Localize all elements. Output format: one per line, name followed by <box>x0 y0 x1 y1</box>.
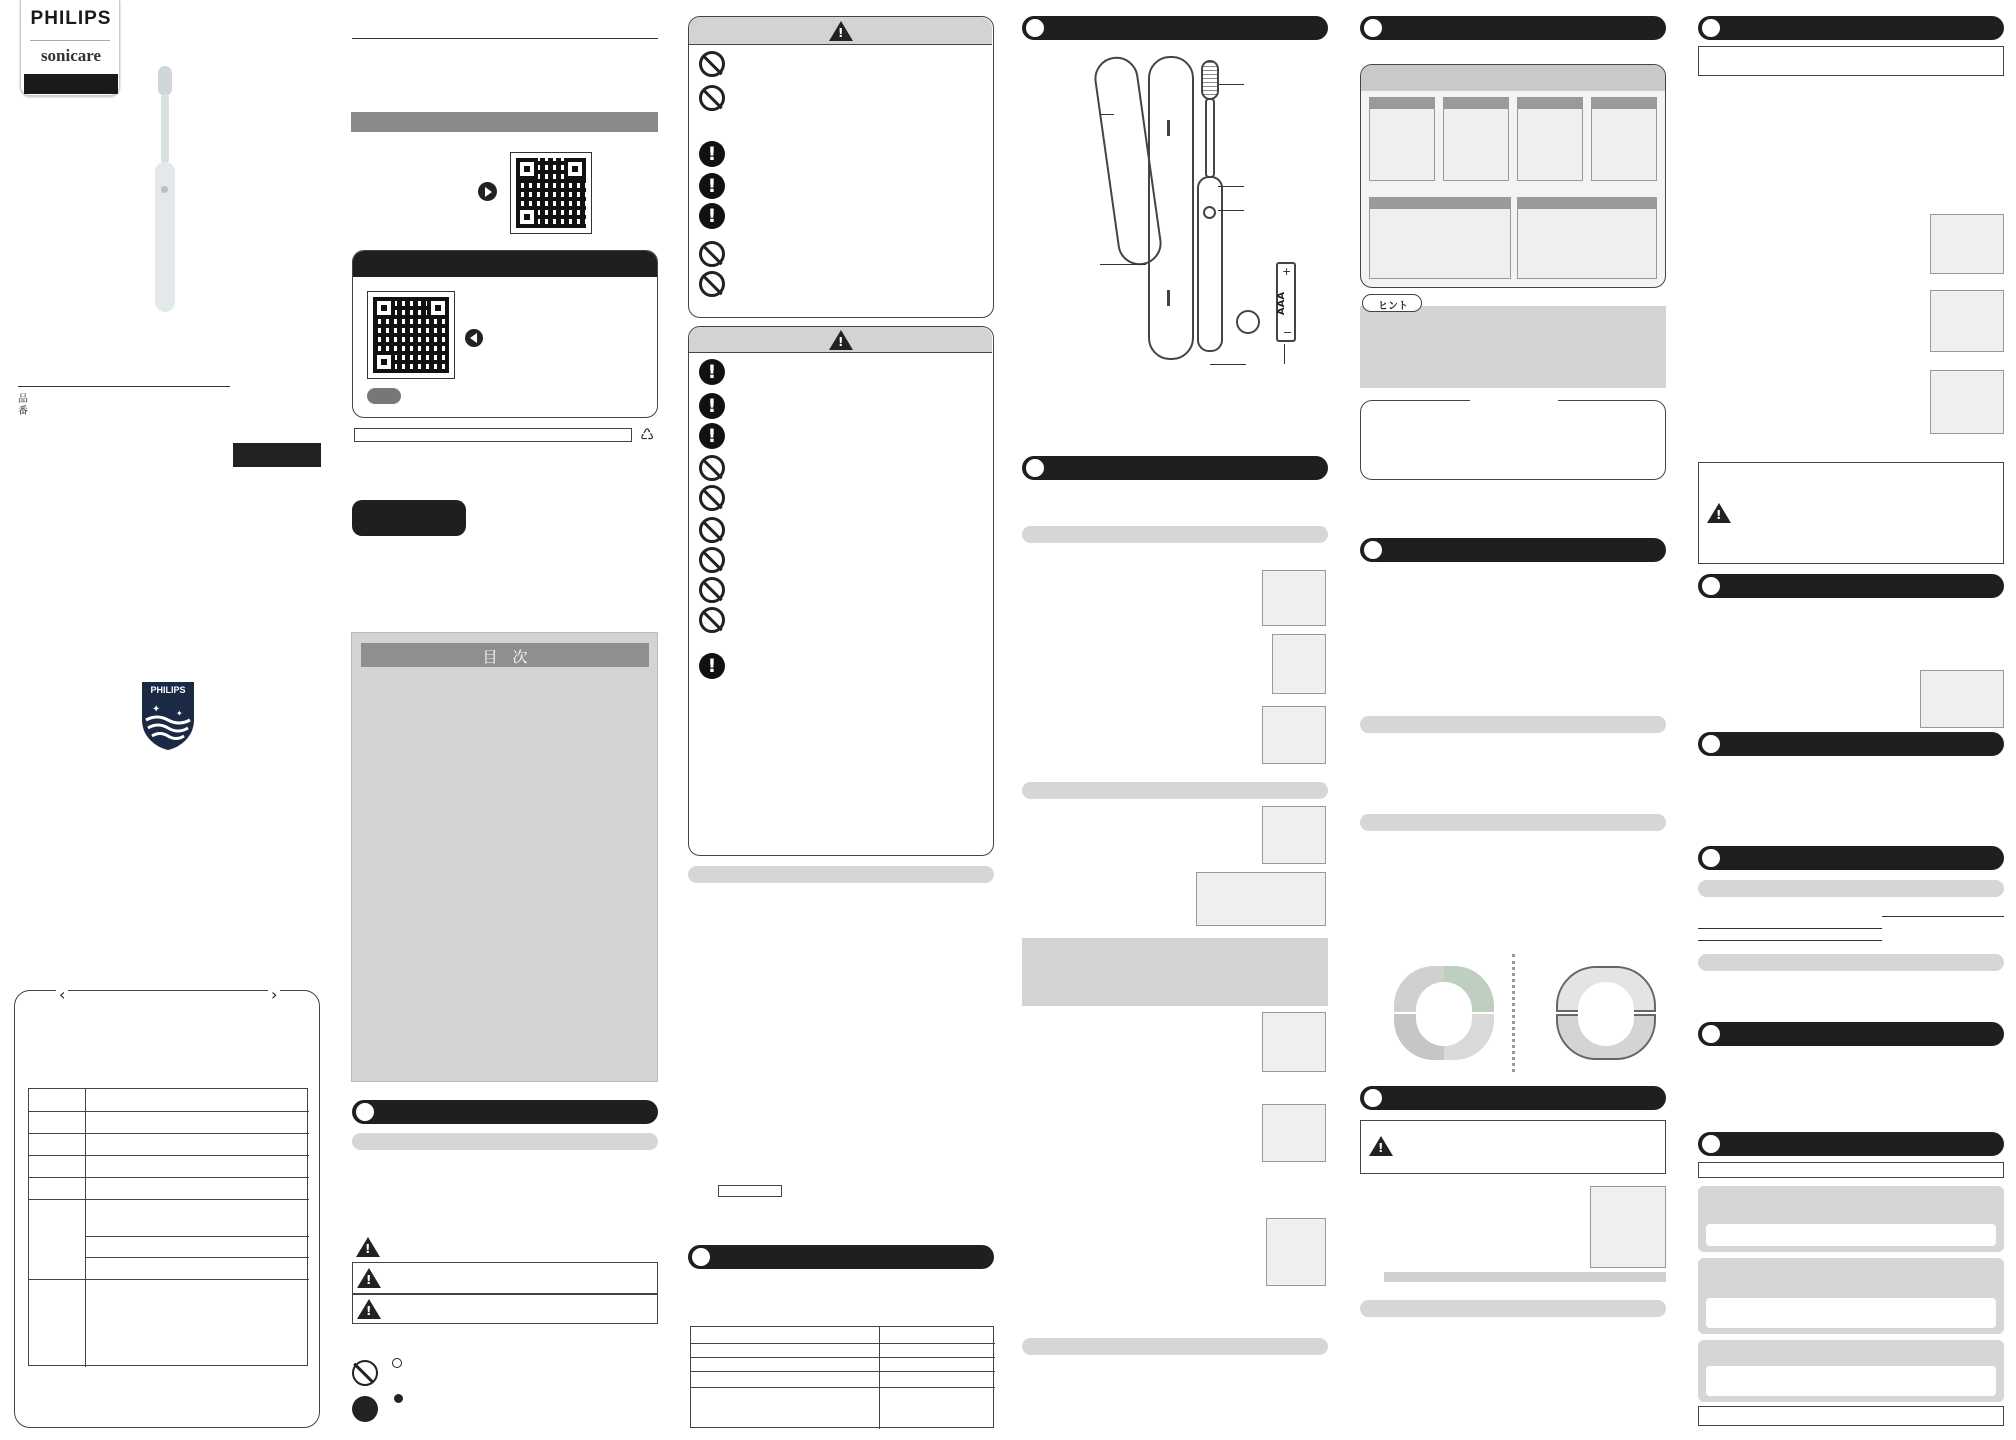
battery-minus: − <box>1283 326 1293 339</box>
technique-step-5 <box>1369 197 1511 279</box>
prohibited-icon <box>699 485 725 511</box>
battery-open-illustration <box>1920 670 2004 728</box>
callout-lid <box>1100 114 1114 115</box>
battery-cap-icon <box>1236 310 1260 334</box>
remove-head-illustration <box>1262 706 1326 764</box>
callout-shaft <box>1218 186 1244 187</box>
mandatory-action-icon: ! <box>699 393 725 419</box>
section-header-faq <box>1698 846 2004 870</box>
warning-triangle-icon <box>357 1268 381 1288</box>
app-qr-panel <box>352 250 658 418</box>
svg-text:✦: ✦ <box>152 704 161 715</box>
recycle-note-box <box>354 428 632 442</box>
replace-step-2-illustration <box>1930 290 2004 352</box>
section-header-parts <box>1022 16 1328 40</box>
dark-badge <box>352 500 466 536</box>
outline-box <box>1698 1162 2004 1178</box>
brush-handle <box>155 162 175 312</box>
contact-panel-1 <box>1698 1186 2004 1252</box>
brush-gums-illustration <box>1266 1218 1326 1286</box>
quadrant-diagram-upper <box>1386 958 1502 1074</box>
contact-panel-2 <box>1698 1258 2004 1334</box>
callout-head <box>1218 84 1244 85</box>
gray-note-box <box>1022 938 1328 1006</box>
spec-row <box>29 1111 309 1112</box>
prohibited-icon <box>699 517 725 543</box>
cleaning-illustration <box>1590 1186 1666 1268</box>
title-rule <box>352 38 658 39</box>
outline-box <box>1698 1406 2004 1426</box>
hint-badge <box>1362 294 1422 312</box>
check-alignment-illustration <box>1272 634 1326 694</box>
gray-banner <box>351 112 658 132</box>
technique-panel-header <box>1361 65 1666 91</box>
shield-text: PHILIPS <box>150 685 186 695</box>
prohibited-icon <box>699 607 725 633</box>
spec-table-2 <box>690 1326 994 1428</box>
prohibited-icon <box>699 455 725 481</box>
replace-step-3-illustration <box>1930 370 2004 434</box>
qr-code-video[interactable] <box>510 152 592 234</box>
chevron-right-icon[interactable]: › <box>268 985 280 1004</box>
spec-row <box>691 1371 995 1372</box>
rinse-illustration <box>1262 806 1326 864</box>
subsection-bar <box>1360 814 1666 831</box>
callout-case <box>1100 264 1146 265</box>
recycle-icon: ♺ <box>640 425 655 444</box>
warning-triangle-icon <box>829 21 853 41</box>
spec-row <box>691 1387 995 1388</box>
svg-text:✦: ✦ <box>176 709 183 718</box>
warning-triangle-icon <box>829 330 853 350</box>
section-header-disposal <box>1698 1022 2004 1046</box>
dotted-divider <box>1512 954 1515 1072</box>
subsection-bar <box>1022 782 1328 799</box>
danger-panel <box>688 16 994 318</box>
warning-triangle-icon <box>1707 503 1731 523</box>
underline-rule <box>1882 916 2004 917</box>
case-slot <box>1167 290 1170 306</box>
section-header-timer <box>1360 538 1666 562</box>
subsection-bar <box>1360 1300 1666 1317</box>
app-qr-panel-header <box>353 251 658 277</box>
technique-panel <box>1360 64 1666 288</box>
brush-head-diagram <box>1201 60 1219 100</box>
subsection-bar <box>688 866 994 883</box>
section-header-replace <box>1698 16 2004 40</box>
brush-handle-diagram <box>1197 176 1223 352</box>
callout-battery <box>1284 344 1285 364</box>
product-line: sonicare <box>40 46 102 65</box>
no-disassemble-icon <box>352 1360 378 1386</box>
technique-step-1 <box>1369 97 1435 181</box>
qr-code-app[interactable] <box>367 291 455 379</box>
subsection-bar <box>1360 716 1666 733</box>
prohibited-icon <box>699 271 725 297</box>
callout-cap <box>1210 364 1246 365</box>
prohibited-icon <box>699 241 725 267</box>
brush-neck <box>161 94 169 164</box>
warning-triangle-icon <box>357 1299 381 1319</box>
section-header-usage <box>1022 456 1328 480</box>
spec-row <box>691 1343 995 1344</box>
prohibited-icon <box>699 547 725 573</box>
toothbrush-photo <box>150 66 180 316</box>
technique-step-4 <box>1591 97 1657 181</box>
travel-case-base <box>1148 56 1194 360</box>
unplug-icon <box>352 1396 378 1422</box>
technique-step-6 <box>1517 197 1657 279</box>
prohibited-icon <box>699 577 725 603</box>
mandatory-action-icon <box>394 1394 403 1403</box>
philips-shield-logo <box>140 680 196 750</box>
replace-step-1-illustration <box>1930 214 2004 274</box>
technique-step-3 <box>1517 97 1583 181</box>
model-box <box>233 443 321 467</box>
hint-label: ヒント <box>1378 301 1408 312</box>
brush-shaft-diagram <box>1205 98 1215 178</box>
mandatory-action-icon: ! <box>699 203 725 229</box>
subsection-bar <box>1698 880 2004 897</box>
spec-row <box>29 1177 309 1178</box>
technique-step-2 <box>1443 97 1509 181</box>
spec-row <box>29 1133 309 1134</box>
warning-legend-box <box>352 1262 658 1324</box>
callout-button <box>1218 210 1244 211</box>
spec-row <box>691 1357 995 1358</box>
model-black-bar <box>24 74 118 94</box>
outline-box <box>1698 46 2004 76</box>
back-arrow-icon[interactable] <box>465 329 483 347</box>
warning-note-box <box>1698 462 2004 564</box>
prohibited-icon <box>699 85 725 111</box>
brush-head <box>158 66 172 96</box>
apply-toothpaste-illustration <box>1196 872 1326 926</box>
section-header-technique <box>1360 16 1666 40</box>
mandatory-action-icon: ! <box>699 359 725 385</box>
toc-panel <box>351 632 658 1082</box>
chevron-left-icon[interactable]: ‹ <box>56 985 68 1004</box>
mandatory-action-icon: ! <box>699 141 725 167</box>
mandatory-action-icon: ! <box>699 173 725 199</box>
toc-title: 目 次 <box>482 648 528 666</box>
underline-rule <box>1698 928 1882 929</box>
section-header-warranty <box>1698 1132 2004 1156</box>
subsection-bar <box>1022 526 1328 543</box>
battery-plus: + <box>1282 265 1292 278</box>
aaa-battery <box>1276 262 1296 342</box>
section-header-care <box>1360 1086 1666 1110</box>
no-disassemble-icon <box>699 51 725 77</box>
subsection-bar <box>1022 1338 1328 1355</box>
battery-label: AAA <box>1276 291 1288 316</box>
brand-divider <box>30 40 110 41</box>
section-header-battery <box>1698 574 2004 598</box>
mandatory-action-icon: ! <box>699 423 725 449</box>
spec-row <box>29 1199 309 1200</box>
quadrant-diagram-lower <box>1548 958 1664 1074</box>
power-button-icon <box>1203 206 1216 219</box>
play-icon[interactable] <box>478 182 497 201</box>
caution-panel <box>688 326 994 856</box>
warning-triangle-icon <box>356 1237 380 1257</box>
brand-name: PHILIPS <box>30 8 112 29</box>
contact-panel-3 <box>1698 1340 2004 1402</box>
small-label-box <box>718 1185 782 1197</box>
product-label-hin: 品 <box>18 394 28 405</box>
spec-row <box>29 1155 309 1156</box>
note-box <box>1360 400 1666 480</box>
gray-line-bar <box>1384 1272 1666 1282</box>
power-button-icon <box>161 186 168 193</box>
subsection-bar <box>1698 954 2004 971</box>
spec-row <box>29 1279 309 1280</box>
subsection-bar <box>352 1133 658 1150</box>
section-header-storage <box>1698 732 2004 756</box>
section-header-1 <box>352 1100 658 1124</box>
warning-triangle-icon <box>1369 1136 1393 1156</box>
section-header-2 <box>688 1245 994 1269</box>
gray-pill <box>367 388 401 404</box>
spec-table <box>28 1088 308 1366</box>
case-slot <box>1167 120 1170 136</box>
hint-box <box>1360 306 1666 388</box>
brush-motion-illustration <box>1262 1104 1326 1162</box>
product-label-ban: 番 <box>18 406 28 417</box>
cover-rule <box>18 386 230 387</box>
attach-head-illustration <box>1262 570 1326 626</box>
mandatory-action-icon: ! <box>699 653 725 679</box>
note-box-title-gap <box>1470 398 1558 402</box>
prohibited-icon <box>392 1358 402 1368</box>
caution-note-box <box>1360 1120 1666 1174</box>
spec-row <box>85 1236 309 1237</box>
spec-row <box>85 1257 309 1258</box>
underline-rule <box>1698 940 1882 941</box>
brush-angle-illustration <box>1262 1012 1326 1072</box>
